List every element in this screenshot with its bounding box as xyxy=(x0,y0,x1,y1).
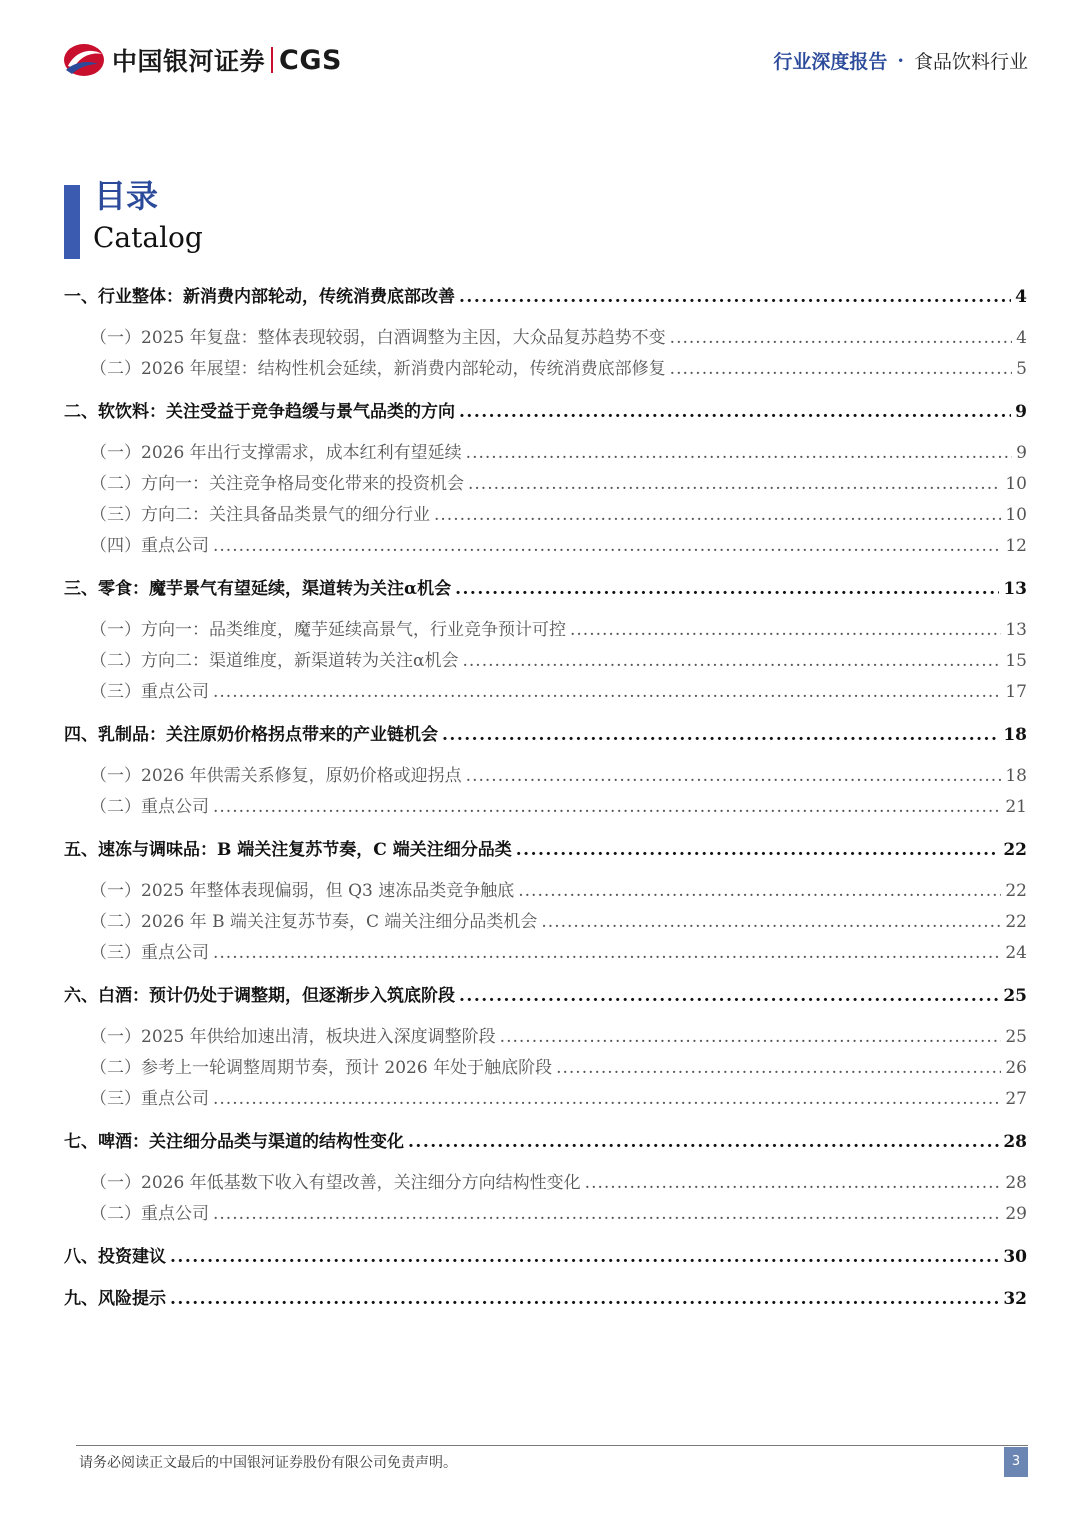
toc-subentry-label: 重点公司 xyxy=(141,943,209,963)
toc-subentry-label: 2026 年展望：结构性机会延续，新消费内部轮动，传统消费底部修复 xyxy=(141,359,666,379)
toc-dot-leader xyxy=(170,1241,999,1273)
toc-subentry-label: 重点公司 xyxy=(141,797,209,817)
toc-dot-leader xyxy=(213,938,1001,969)
toc-entry-level1[interactable] xyxy=(64,1283,1027,1315)
toc-dot-leader xyxy=(585,1168,1002,1199)
toc-subentry-label: 方向二：渠道维度，新渠道转为关注α机会 xyxy=(141,651,459,671)
toc-subentry-page: 17 xyxy=(1005,682,1027,702)
toc-entry-level2[interactable] xyxy=(64,500,1027,531)
toc-dot-leader xyxy=(462,646,1001,677)
toc-subentry-number: （三） xyxy=(90,1089,141,1109)
toc-subentry-page: 24 xyxy=(1005,943,1027,963)
toc-entry-page: 30 xyxy=(1003,1247,1027,1267)
toc-entry-level1[interactable] xyxy=(64,980,1027,1012)
toc-subentry-label: 2025 年复盘：整体表现较弱，白酒调整为主因，大众品复苏趋势不变 xyxy=(141,328,666,348)
toc-subentry-number: （二） xyxy=(90,651,141,671)
toc-subentry-label: 重点公司 xyxy=(141,1204,209,1224)
toc-entry-number: 三、 xyxy=(64,579,98,599)
toc-subentry-number: （二） xyxy=(90,1058,141,1078)
toc-section xyxy=(64,1126,1027,1230)
toc-entry-page: 22 xyxy=(1003,840,1027,860)
toc-section xyxy=(64,980,1027,1115)
toc-entry-level1[interactable] xyxy=(64,281,1027,313)
toc-dot-leader xyxy=(459,396,1011,428)
toc-subentry-number: （一） xyxy=(90,881,141,901)
toc-subentry-label: 2025 年供给加速出清，板块进入深度调整阶段 xyxy=(141,1027,496,1047)
toc-entry-level2[interactable] xyxy=(64,531,1027,562)
toc-subentry-label: 方向一：关注竞争格局变化带来的投资机会 xyxy=(141,474,464,494)
toc-subentry-page: 21 xyxy=(1005,797,1027,817)
toc-dot-leader xyxy=(518,876,1001,907)
toc-dot-leader xyxy=(213,792,1001,823)
toc-subentry-number: （二） xyxy=(90,912,141,932)
toc-entry-level2[interactable] xyxy=(64,1199,1027,1230)
toc-dot-leader xyxy=(455,573,999,605)
toc-subentry-number: （二） xyxy=(90,797,141,817)
toc-subentry-label: 2026 年 B 端关注复苏节奏，C 端关注细分品类机会 xyxy=(141,912,538,932)
toc-dot-leader xyxy=(500,1022,1002,1053)
toc-section xyxy=(64,834,1027,969)
report-meta xyxy=(773,47,1028,74)
brand-separator xyxy=(271,47,273,73)
toc-entry-level2[interactable] xyxy=(64,1053,1027,1084)
toc-entry-level2[interactable] xyxy=(64,907,1027,938)
toc-entry-level2[interactable] xyxy=(64,792,1027,823)
toc-entry-level2[interactable] xyxy=(64,761,1027,792)
toc-subentry-label: 方向二：关注具备品类景气的细分行业 xyxy=(141,505,430,525)
toc-entry-level2[interactable] xyxy=(64,938,1027,969)
toc-subentry-number: （三） xyxy=(90,505,141,525)
toc-subentry-label: 重点公司 xyxy=(141,536,209,556)
title-accent-bar xyxy=(64,185,80,259)
toc-subentry-label: 参考上一轮调整周期节奏，预计 2026 年处于触底阶段 xyxy=(141,1058,553,1078)
toc-entry-level1[interactable] xyxy=(64,396,1027,428)
toc-subentry-page: 26 xyxy=(1005,1058,1027,1078)
toc-dot-leader xyxy=(670,323,1013,354)
toc-entry-label: 风险提示 xyxy=(98,1289,166,1309)
brand-name-cn: 中国银河证券 xyxy=(112,47,266,76)
table-of-contents xyxy=(64,281,1027,1325)
toc-entry-level2[interactable] xyxy=(64,1168,1027,1199)
toc-subentry-page: 28 xyxy=(1005,1173,1027,1193)
toc-subentry-number: （一） xyxy=(90,1173,141,1193)
toc-entry-page: 4 xyxy=(1015,287,1027,307)
toc-dot-leader xyxy=(408,1126,999,1158)
footer-disclaimer: 请务必阅读正文最后的中国银河证券股份有限公司免责声明。 xyxy=(79,1455,457,1471)
toc-entry-level2[interactable] xyxy=(64,469,1027,500)
toc-dot-leader xyxy=(213,1084,1001,1115)
toc-dot-leader xyxy=(556,1053,1001,1084)
page-number: 3 xyxy=(1004,1447,1028,1477)
toc-dot-leader xyxy=(466,761,1002,792)
toc-entry-page: 18 xyxy=(1003,725,1027,745)
cgs-logo-icon xyxy=(62,40,106,80)
toc-entry-page: 9 xyxy=(1015,402,1027,422)
toc-entry-level2[interactable] xyxy=(64,354,1027,385)
toc-entry-page: 13 xyxy=(1003,579,1027,599)
toc-dot-leader xyxy=(213,1199,1001,1230)
toc-subentry-label: 2026 年出行支撑需求，成本红利有望延续 xyxy=(141,443,462,463)
toc-subentry-label: 2026 年低基数下收入有望改善，关注细分方向结构性变化 xyxy=(141,1173,581,1193)
toc-subentry-label: 方向一：品类维度，魔芋延续高景气，行业竞争预计可控 xyxy=(141,620,566,640)
toc-subentry-number: （一） xyxy=(90,328,141,348)
toc-entry-number: 七、 xyxy=(64,1132,98,1152)
toc-subentry-page: 12 xyxy=(1005,536,1027,556)
toc-section xyxy=(64,573,1027,708)
toc-entry-label: 乳制品：关注原奶价格拐点带来的产业链机会 xyxy=(98,725,438,745)
page-title: 目录 xyxy=(94,177,159,215)
toc-entry-number: 一、 xyxy=(64,287,98,307)
toc-subentry-page: 27 xyxy=(1005,1089,1027,1109)
toc-entry-label: 行业整体：新消费内部轮动，传统消费底部改善 xyxy=(98,287,455,307)
toc-entry-page: 25 xyxy=(1003,986,1027,1006)
toc-entry-level2[interactable] xyxy=(64,876,1027,907)
toc-dot-leader xyxy=(570,615,1001,646)
toc-entry-number: 九、 xyxy=(64,1289,98,1309)
page-header xyxy=(0,0,1080,110)
toc-section xyxy=(64,396,1027,562)
toc-entry-page: 32 xyxy=(1003,1289,1027,1309)
toc-subentry-label: 2026 年供需关系修复，原奶价格或迎拐点 xyxy=(141,766,462,786)
toc-entry-level2[interactable] xyxy=(64,323,1027,354)
toc-entry-page: 28 xyxy=(1003,1132,1027,1152)
toc-dot-leader xyxy=(516,834,1000,866)
page-subtitle: Catalog xyxy=(93,221,203,254)
toc-subentry-label: 重点公司 xyxy=(141,682,209,702)
toc-entry-level2[interactable] xyxy=(64,615,1027,646)
toc-entry-level1[interactable] xyxy=(64,1126,1027,1158)
toc-entry-number: 八、 xyxy=(64,1247,98,1267)
toc-subentry-page: 22 xyxy=(1005,912,1027,932)
toc-subentry-number: （一） xyxy=(90,620,141,640)
toc-dot-leader xyxy=(468,469,1001,500)
toc-dot-leader xyxy=(170,1283,999,1315)
toc-subentry-label: 重点公司 xyxy=(141,1089,209,1109)
toc-subentry-page: 25 xyxy=(1005,1027,1027,1047)
brand-name-en: CGS xyxy=(279,44,342,76)
meta-separator: · xyxy=(897,49,904,72)
toc-entry-level2[interactable] xyxy=(64,438,1027,469)
report-type: 行业深度报告 xyxy=(773,51,888,73)
toc-dot-leader xyxy=(459,980,999,1012)
toc-entry-label: 速冻与调味品：B 端关注复苏节奏，C 端关注细分品类 xyxy=(98,840,512,860)
toc-subentry-number: （二） xyxy=(90,474,141,494)
toc-entry-level2[interactable] xyxy=(64,1022,1027,1053)
toc-dot-leader xyxy=(434,500,1001,531)
toc-entry-level2[interactable] xyxy=(64,1084,1027,1115)
toc-dot-leader xyxy=(466,438,1013,469)
toc-section xyxy=(64,281,1027,385)
toc-entry-label: 啤酒：关注细分品类与渠道的结构性变化 xyxy=(98,1132,404,1152)
toc-subentry-page: 15 xyxy=(1005,651,1027,671)
toc-dot-leader xyxy=(541,907,1001,938)
toc-subentry-number: （一） xyxy=(90,443,141,463)
toc-subentry-page: 4 xyxy=(1016,328,1027,348)
toc-entry-level1[interactable] xyxy=(64,834,1027,866)
toc-entry-number: 六、 xyxy=(64,986,98,1006)
toc-entry-number: 四、 xyxy=(64,725,98,745)
toc-dot-leader xyxy=(213,677,1001,708)
toc-dot-leader xyxy=(459,281,1011,313)
toc-subentry-number: （三） xyxy=(90,943,141,963)
toc-dot-leader xyxy=(442,719,999,751)
toc-section xyxy=(64,719,1027,823)
toc-subentry-number: （四） xyxy=(90,536,141,556)
brand-logo xyxy=(62,40,342,80)
toc-subentry-page: 13 xyxy=(1005,620,1027,640)
toc-entry-number: 五、 xyxy=(64,840,98,860)
toc-entry-level1[interactable] xyxy=(64,573,1027,605)
industry-name: 食品饮料行业 xyxy=(913,51,1028,73)
toc-entry-level1[interactable] xyxy=(64,1241,1027,1273)
toc-subentry-label: 2025 年整体表现偏弱，但 Q3 速冻品类竞争触底 xyxy=(141,881,515,901)
toc-entry-number: 二、 xyxy=(64,402,98,422)
toc-subentry-page: 22 xyxy=(1005,881,1027,901)
toc-subentry-page: 10 xyxy=(1005,505,1027,525)
toc-subentry-number: （一） xyxy=(90,766,141,786)
toc-subentry-number: （二） xyxy=(90,1204,141,1224)
toc-entry-label: 白酒：预计仍处于调整期，但逐渐步入筑底阶段 xyxy=(98,986,455,1006)
toc-subentry-page: 18 xyxy=(1005,766,1027,786)
footer-divider xyxy=(76,1445,1028,1446)
toc-subentry-number: （三） xyxy=(90,682,141,702)
toc-subentry-number: （二） xyxy=(90,359,141,379)
toc-entry-level2[interactable] xyxy=(64,677,1027,708)
toc-section xyxy=(64,1283,1027,1315)
toc-subentry-page: 5 xyxy=(1016,359,1027,379)
toc-entry-level1[interactable] xyxy=(64,719,1027,751)
toc-dot-leader xyxy=(213,531,1001,562)
toc-section xyxy=(64,1241,1027,1273)
toc-subentry-page: 9 xyxy=(1016,443,1027,463)
toc-subentry-page: 29 xyxy=(1005,1204,1027,1224)
toc-entry-label: 零食：魔芋景气有望延续，渠道转为关注α机会 xyxy=(98,579,452,599)
toc-entry-label: 软饮料：关注受益于竞争趋缓与景气品类的方向 xyxy=(98,402,455,422)
toc-subentry-page: 10 xyxy=(1005,474,1027,494)
toc-entry-level2[interactable] xyxy=(64,646,1027,677)
toc-subentry-number: （一） xyxy=(90,1027,141,1047)
toc-entry-label: 投资建议 xyxy=(98,1247,166,1267)
toc-dot-leader xyxy=(670,354,1013,385)
